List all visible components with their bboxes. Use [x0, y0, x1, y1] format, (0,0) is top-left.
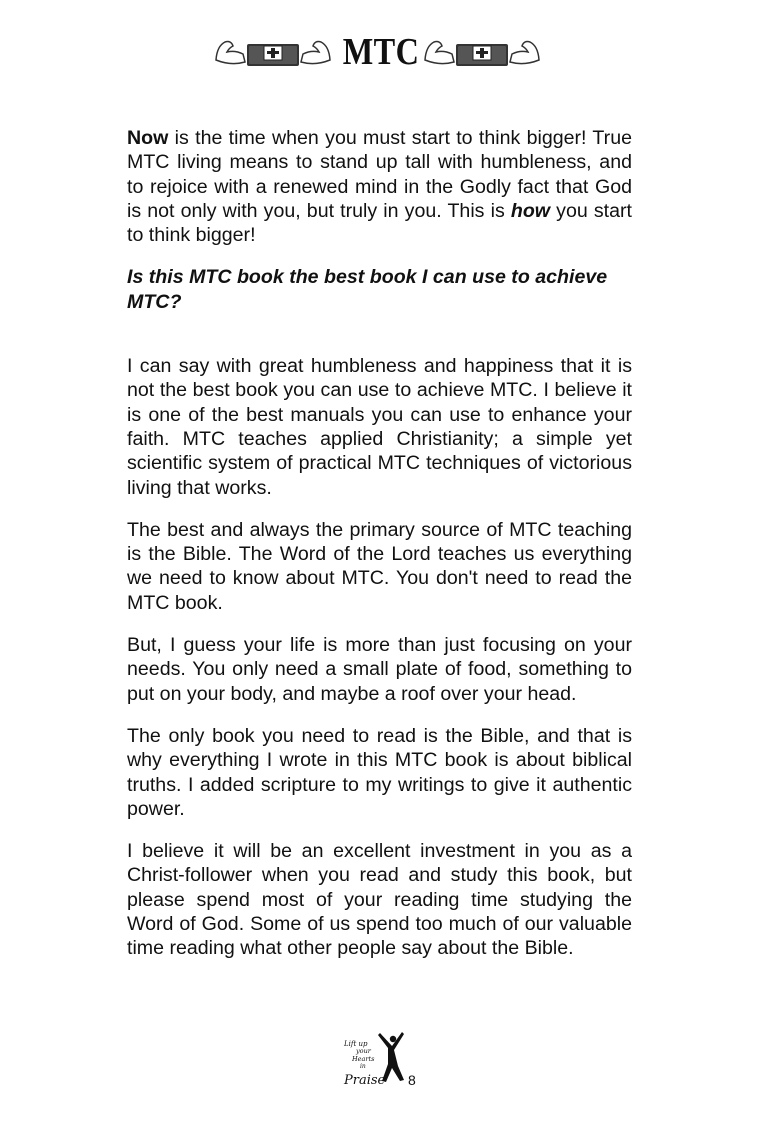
footer-praise-logo [336, 1030, 426, 1090]
header-title: MTC [342, 31, 420, 73]
body-paragraph: The best and always the primary source of MTC teaching is the Bible. The Word of the Lord teaches us everything we need to know about MTC. You don't need to read the MTC book. [127, 518, 632, 614]
intro-emphasis: how [510, 199, 551, 222]
footer-logo-line-1: Lift up [344, 1040, 368, 1048]
body-paragraph: The only book you need to read is the Bible, and that is why everything I wrote in this MTC book is about biblical truths. I added scripture to my writings to give it authentic power. [127, 724, 632, 820]
footer-logo-line-5: Praise [344, 1073, 386, 1088]
page-body [127, 126, 632, 961]
section-question-heading: Is this MTC book the best book I can use to achieve MTC? [127, 266, 608, 313]
arms-bible-logo-right [422, 32, 542, 72]
body-paragraph: But, I guess your life is more than just focusing on your needs. You only need a small plate of food, something to put on your body, and maybe a roof over your head. [127, 634, 632, 705]
intro-text-1: is the time when you must start to think bigger! True MTC living means to stand up tall with humbleness, and to rejoice with a renewed mind in the Godly fact that God is not only with you, but truly in you. This is [127, 127, 632, 222]
intro-paragraph [127, 126, 632, 247]
page-header [0, 26, 759, 78]
flexed-arm-right-icon [510, 42, 539, 64]
bible-icon [247, 44, 299, 66]
body-paragraph: I believe it will be an excellent investment in you as a Christ-follower when you read and study this book, but please spend most of your reading time studying the Word of God. Some of us spend too much of our valuable time reading what other people say about the Bible. [127, 840, 632, 960]
flexed-arm-left-icon [425, 42, 454, 64]
footer-logo-line-4: in [360, 1063, 366, 1070]
flexed-arm-right-icon [301, 42, 330, 64]
body-paragraph: I can say with great humbleness and happiness that it is not the best book you can use to achieve MTC. I believe it is one of the best manuals you can use to enhance your faith. MTC teaches applied Christianity; a simple yet scientific system of practical MTC techniques of victorious living that works. [127, 355, 632, 499]
bible-icon [456, 44, 508, 66]
flexed-arm-left-icon [216, 42, 245, 64]
intro-lead: Now [127, 127, 169, 149]
footer-logo-line-2: your [356, 1047, 371, 1055]
footer-logo-line-3: Hearts [352, 1055, 375, 1063]
intro-text-2: you start to think bigger! [127, 199, 632, 247]
page-number: 8 [408, 1072, 416, 1088]
arms-bible-logo-left [213, 32, 333, 72]
